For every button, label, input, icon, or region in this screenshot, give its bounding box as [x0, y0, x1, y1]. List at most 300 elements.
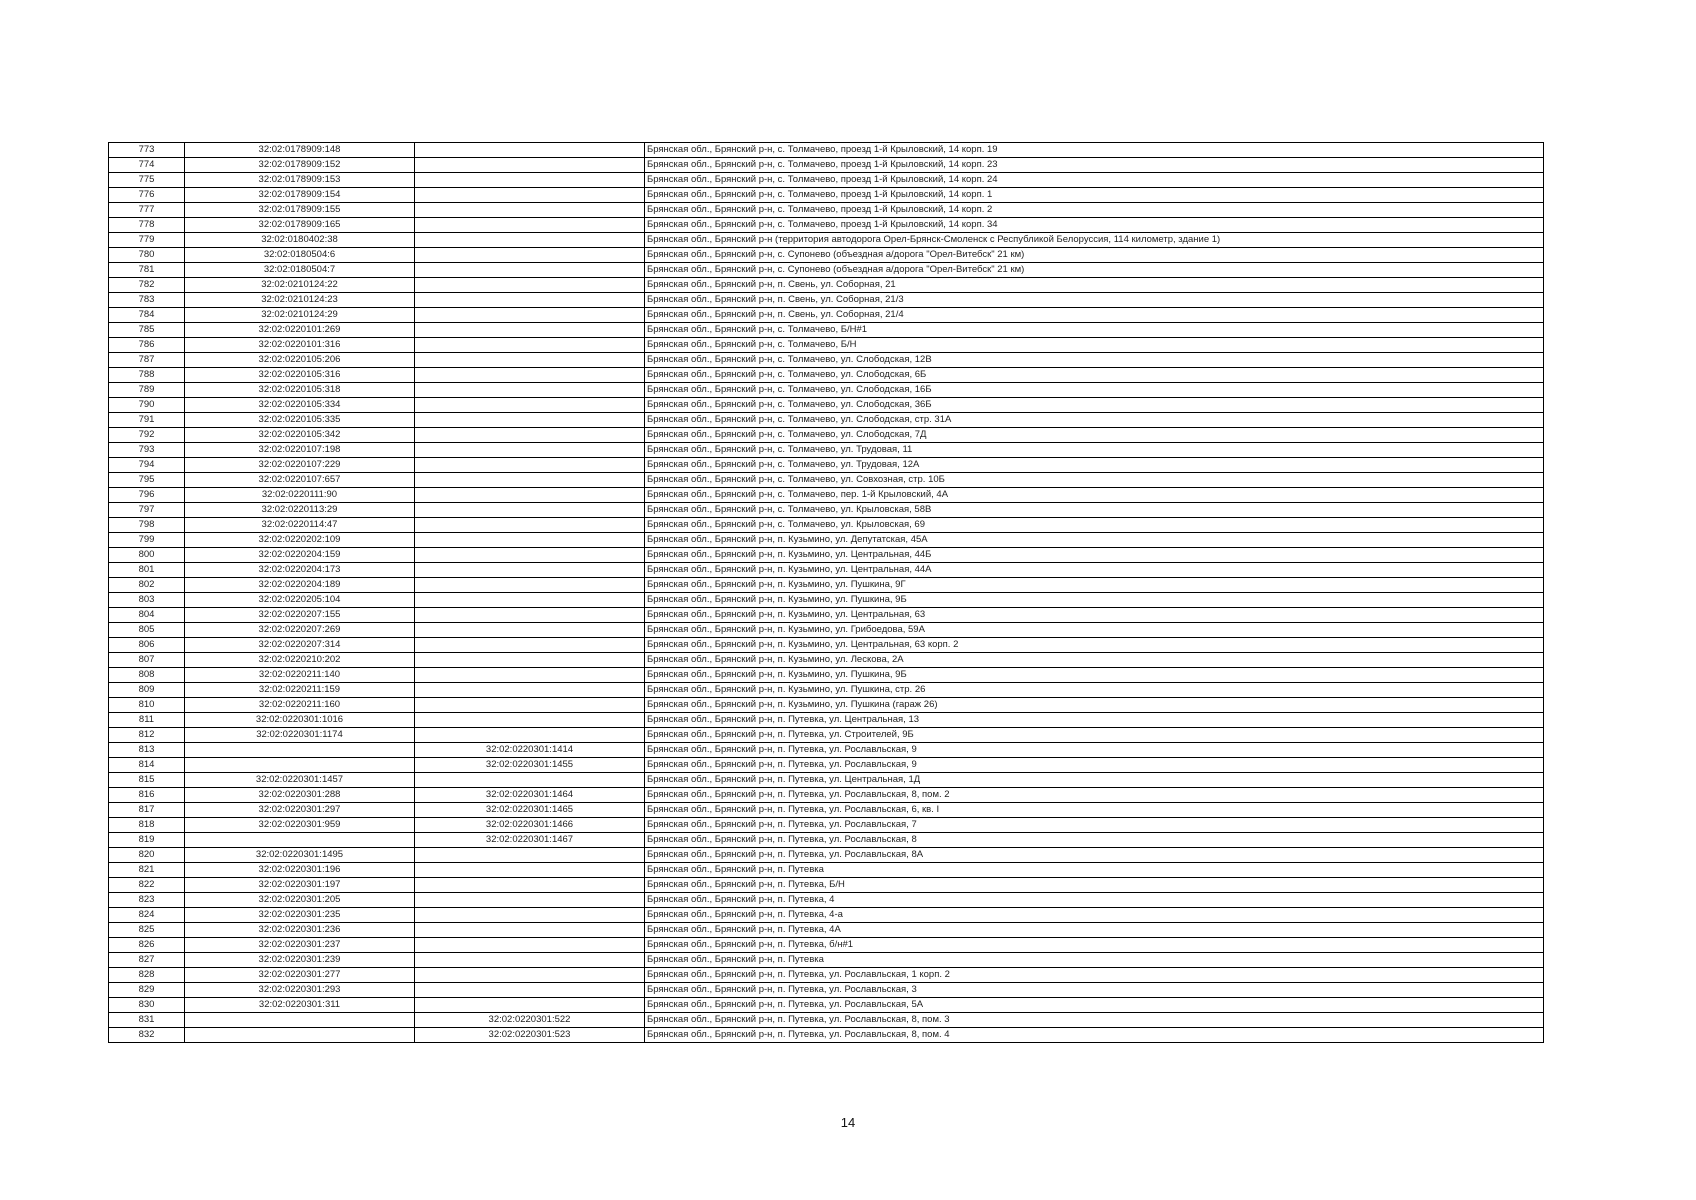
row-number-cell: 818 — [109, 818, 185, 833]
address-cell: Брянская обл., Брянский р-н, с. Толмачево, проезд 1-й Крыловский, 14 корп. 2 — [645, 203, 1544, 218]
table-row — [109, 248, 1544, 263]
related-cadastral-number-cell — [415, 413, 645, 428]
cadastral-number-cell: 32:02:0220301:277 — [185, 968, 415, 983]
related-cadastral-number-cell — [415, 173, 645, 188]
cadastral-number-cell: 32:02:0220301:1495 — [185, 848, 415, 863]
row-number-cell: 774 — [109, 158, 185, 173]
address-cell: Брянская обл., Брянский р-н, п. Путевка — [645, 953, 1544, 968]
related-cadastral-number-cell — [415, 728, 645, 743]
table-row — [109, 143, 1544, 158]
table-row — [109, 458, 1544, 473]
address-cell: Брянская обл., Брянский р-н, п. Путевка, ул. Рославльская, 3 — [645, 983, 1544, 998]
table-row — [109, 1028, 1544, 1043]
address-cell: Брянская обл., Брянский р-н, п. Путевка, ул. Рославльская, 5А — [645, 998, 1544, 1013]
table-row — [109, 788, 1544, 803]
related-cadastral-number-cell — [415, 278, 645, 293]
table-row — [109, 743, 1544, 758]
row-number-cell: 826 — [109, 938, 185, 953]
address-cell: Брянская обл., Брянский р-н, с. Толмачево, проезд 1-й Крыловский, 14 корп. 19 — [645, 143, 1544, 158]
table-row — [109, 398, 1544, 413]
related-cadastral-number-cell — [415, 308, 645, 323]
row-number-cell: 778 — [109, 218, 185, 233]
table-row — [109, 563, 1544, 578]
related-cadastral-number-cell — [415, 638, 645, 653]
row-number-cell: 811 — [109, 713, 185, 728]
row-number-cell: 791 — [109, 413, 185, 428]
cadastral-number-cell: 32:02:0220301:235 — [185, 908, 415, 923]
row-number-cell: 781 — [109, 263, 185, 278]
cadastral-number-cell: 32:02:0220107:229 — [185, 458, 415, 473]
row-number-cell: 775 — [109, 173, 185, 188]
related-cadastral-number-cell — [415, 623, 645, 638]
related-cadastral-number-cell: 32:02:0220301:1464 — [415, 788, 645, 803]
row-number-cell: 782 — [109, 278, 185, 293]
table-row — [109, 293, 1544, 308]
address-cell: Брянская обл., Брянский р-н, с. Толмачево, проезд 1-й Крыловский, 14 корп. 1 — [645, 188, 1544, 203]
table-row — [109, 233, 1544, 248]
row-number-cell: 797 — [109, 503, 185, 518]
related-cadastral-number-cell: 32:02:0220301:1414 — [415, 743, 645, 758]
cadastral-number-cell: 32:02:0220301:236 — [185, 923, 415, 938]
table-row — [109, 413, 1544, 428]
row-number-cell: 828 — [109, 968, 185, 983]
row-number-cell: 806 — [109, 638, 185, 653]
table-row — [109, 1013, 1544, 1028]
table-row — [109, 893, 1544, 908]
table-row — [109, 653, 1544, 668]
cadastral-number-cell: 32:02:0220301:293 — [185, 983, 415, 998]
table-row — [109, 923, 1544, 938]
address-cell: Брянская обл., Брянский р-н, п. Кузьмино, ул. Пушкина, стр. 26 — [645, 683, 1544, 698]
related-cadastral-number-cell — [415, 713, 645, 728]
table-row — [109, 323, 1544, 338]
address-cell: Брянская обл., Брянский р-н, с. Толмачево, ул. Слободская, 6Б — [645, 368, 1544, 383]
address-cell: Брянская обл., Брянский р-н, с. Толмачево, проезд 1-й Крыловский, 14 корп. 34 — [645, 218, 1544, 233]
related-cadastral-number-cell — [415, 458, 645, 473]
row-number-cell: 777 — [109, 203, 185, 218]
address-cell: Брянская обл., Брянский р-н, п. Кузьмино, ул. Центральная, 63 — [645, 608, 1544, 623]
related-cadastral-number-cell — [415, 938, 645, 953]
cadastral-number-cell: 32:02:0178909:148 — [185, 143, 415, 158]
cadastral-number-cell: 32:02:0220301:297 — [185, 803, 415, 818]
table-row — [109, 488, 1544, 503]
cadastral-number-cell — [185, 833, 415, 848]
cadastral-number-cell: 32:02:0180402:38 — [185, 233, 415, 248]
row-number-cell: 812 — [109, 728, 185, 743]
related-cadastral-number-cell — [415, 398, 645, 413]
table-row — [109, 848, 1544, 863]
cadastral-number-cell — [185, 1013, 415, 1028]
address-cell: Брянская обл., Брянский р-н, п. Путевка, ул. Рославльская, 8 — [645, 833, 1544, 848]
cadastral-number-cell: 32:02:0220301:288 — [185, 788, 415, 803]
address-cell: Брянская обл., Брянский р-н, с. Толмачево, проезд 1-й Крыловский, 14 корп. 24 — [645, 173, 1544, 188]
cadastral-number-cell: 32:02:0220204:159 — [185, 548, 415, 563]
address-cell: Брянская обл., Брянский р-н, п. Кузьмино, ул. Пушкина, 9Г — [645, 578, 1544, 593]
row-number-cell: 820 — [109, 848, 185, 863]
row-number-cell: 793 — [109, 443, 185, 458]
address-cell: Брянская обл., Брянский р-н, с. Толмачево, Б/Н#1 — [645, 323, 1544, 338]
table-row — [109, 308, 1544, 323]
table-row — [109, 833, 1544, 848]
cadastral-number-cell — [185, 1028, 415, 1043]
related-cadastral-number-cell — [415, 878, 645, 893]
table-row — [109, 623, 1544, 638]
cadastral-number-cell: 32:02:0220301:1457 — [185, 773, 415, 788]
page-number: 14 — [840, 1115, 856, 1130]
row-number-cell: 817 — [109, 803, 185, 818]
related-cadastral-number-cell — [415, 518, 645, 533]
address-cell: Брянская обл., Брянский р-н, п. Путевка, ул. Рославльская, 9 — [645, 743, 1544, 758]
cadastral-number-cell: 32:02:0180504:7 — [185, 263, 415, 278]
cadastral-number-cell — [185, 758, 415, 773]
address-cell: Брянская обл., Брянский р-н, п. Путевка, ул. Рославльская, 9 — [645, 758, 1544, 773]
address-cell: Брянская обл., Брянский р-н, п. Кузьмино, ул. Центральная, 44А — [645, 563, 1544, 578]
row-number-cell: 799 — [109, 533, 185, 548]
table-row — [109, 638, 1544, 653]
row-number-cell: 776 — [109, 188, 185, 203]
cadastral-number-cell: 32:02:0210124:23 — [185, 293, 415, 308]
address-cell: Брянская обл., Брянский р-н, п. Путевка, б/н#1 — [645, 938, 1544, 953]
related-cadastral-number-cell — [415, 908, 645, 923]
table-row — [109, 263, 1544, 278]
related-cadastral-number-cell — [415, 443, 645, 458]
related-cadastral-number-cell: 32:02:0220301:1467 — [415, 833, 645, 848]
table-row — [109, 503, 1544, 518]
cadastral-number-cell: 32:02:0220207:314 — [185, 638, 415, 653]
address-cell: Брянская обл., Брянский р-н, п. Путевка, ул. Рославльская, 8, пом. 4 — [645, 1028, 1544, 1043]
cadastral-number-cell: 32:02:0220107:198 — [185, 443, 415, 458]
table-row — [109, 173, 1544, 188]
row-number-cell: 804 — [109, 608, 185, 623]
table-row — [109, 578, 1544, 593]
cadastral-number-cell: 32:02:0220301:1174 — [185, 728, 415, 743]
cadastral-number-cell: 32:02:0220202:109 — [185, 533, 415, 548]
address-cell: Брянская обл., Брянский р-н, с. Толмачево, ул. Слободская, 16Б — [645, 383, 1544, 398]
table-row — [109, 338, 1544, 353]
table-row — [109, 188, 1544, 203]
address-cell: Брянская обл., Брянский р-н, п. Путевка, ул. Центральная, 13 — [645, 713, 1544, 728]
row-number-cell: 813 — [109, 743, 185, 758]
cadastral-number-cell: 32:02:0220301:959 — [185, 818, 415, 833]
registry-table-body — [109, 143, 1544, 1043]
table-row — [109, 428, 1544, 443]
related-cadastral-number-cell — [415, 653, 645, 668]
row-number-cell: 816 — [109, 788, 185, 803]
cadastral-number-cell: 32:02:0220207:155 — [185, 608, 415, 623]
related-cadastral-number-cell — [415, 953, 645, 968]
table-row — [109, 158, 1544, 173]
related-cadastral-number-cell — [415, 548, 645, 563]
address-cell: Брянская обл., Брянский р-н, с. Толмачево, ул. Слободская, 12В — [645, 353, 1544, 368]
table-row — [109, 878, 1544, 893]
cadastral-number-cell: 32:02:0220113:29 — [185, 503, 415, 518]
table-row — [109, 203, 1544, 218]
cadastral-number-cell: 32:02:0178909:165 — [185, 218, 415, 233]
address-cell: Брянская обл., Брянский р-н, п. Путевка — [645, 863, 1544, 878]
row-number-cell: 823 — [109, 893, 185, 908]
address-cell: Брянская обл., Брянский р-н, с. Толмачево, ул. Трудовая, 11 — [645, 443, 1544, 458]
cadastral-number-cell: 32:02:0210124:22 — [185, 278, 415, 293]
address-cell: Брянская обл., Брянский р-н, п. Кузьмино, ул. Центральная, 63 корп. 2 — [645, 638, 1544, 653]
address-cell: Брянская обл., Брянский р-н, п. Кузьмино, ул. Пушкина, 9Б — [645, 668, 1544, 683]
related-cadastral-number-cell — [415, 863, 645, 878]
related-cadastral-number-cell — [415, 923, 645, 938]
address-cell: Брянская обл., Брянский р-н, с. Толмачево, ул. Крыловская, 58В — [645, 503, 1544, 518]
cadastral-number-cell: 32:02:0220211:159 — [185, 683, 415, 698]
related-cadastral-number-cell — [415, 578, 645, 593]
cadastral-number-cell: 32:02:0220204:189 — [185, 578, 415, 593]
row-number-cell: 825 — [109, 923, 185, 938]
related-cadastral-number-cell — [415, 218, 645, 233]
address-cell: Брянская обл., Брянский р-н, с. Толмачево, ул. Крыловская, 69 — [645, 518, 1544, 533]
table-row — [109, 968, 1544, 983]
cadastral-number-cell: 32:02:0220105:206 — [185, 353, 415, 368]
row-number-cell: 801 — [109, 563, 185, 578]
related-cadastral-number-cell — [415, 893, 645, 908]
row-number-cell: 792 — [109, 428, 185, 443]
row-number-cell: 824 — [109, 908, 185, 923]
address-cell: Брянская обл., Брянский р-н, п. Путевка, ул. Центральная, 1Д — [645, 773, 1544, 788]
related-cadastral-number-cell — [415, 263, 645, 278]
table-row — [109, 728, 1544, 743]
address-cell: Брянская обл., Брянский р-н, п. Свень, ул. Соборная, 21/3 — [645, 293, 1544, 308]
related-cadastral-number-cell — [415, 998, 645, 1013]
related-cadastral-number-cell — [415, 323, 645, 338]
table-row — [109, 773, 1544, 788]
address-cell: Брянская обл., Брянский р-н, п. Путевка, ул. Рославльская, 1 корп. 2 — [645, 968, 1544, 983]
cadastral-number-cell: 32:02:0220301:239 — [185, 953, 415, 968]
address-cell: Брянская обл., Брянский р-н, с. Супонево (объездная а/дорога "Орел-Витебск" 21 км) — [645, 248, 1544, 263]
related-cadastral-number-cell — [415, 353, 645, 368]
related-cadastral-number-cell — [415, 383, 645, 398]
row-number-cell: 803 — [109, 593, 185, 608]
address-cell: Брянская обл., Брянский р-н, п. Кузьмино, ул. Депутатская, 45А — [645, 533, 1544, 548]
table-row — [109, 443, 1544, 458]
table-row — [109, 863, 1544, 878]
related-cadastral-number-cell — [415, 533, 645, 548]
cadastral-number-cell: 32:02:0178909:152 — [185, 158, 415, 173]
cadastral-number-cell: 32:02:0220105:342 — [185, 428, 415, 443]
cadastral-number-cell: 32:02:0220207:269 — [185, 623, 415, 638]
table-row — [109, 608, 1544, 623]
table-row — [109, 818, 1544, 833]
related-cadastral-number-cell: 32:02:0220301:1455 — [415, 758, 645, 773]
related-cadastral-number-cell — [415, 158, 645, 173]
address-cell: Брянская обл., Брянский р-н, с. Толмачево, ул. Слободская, стр. 31А — [645, 413, 1544, 428]
cadastral-number-cell: 32:02:0220105:318 — [185, 383, 415, 398]
row-number-cell: 809 — [109, 683, 185, 698]
cadastral-number-cell: 32:02:0210124:29 — [185, 308, 415, 323]
address-cell: Брянская обл., Брянский р-н, п. Кузьмино, ул. Грибоедова, 59А — [645, 623, 1544, 638]
row-number-cell: 810 — [109, 698, 185, 713]
table-row — [109, 383, 1544, 398]
address-cell: Брянская обл., Брянский р-н, п. Путевка, ул. Рославльская, 6, кв. I — [645, 803, 1544, 818]
related-cadastral-number-cell: 32:02:0220301:1465 — [415, 803, 645, 818]
table-row — [109, 353, 1544, 368]
cadastral-number-cell: 32:02:0220301:205 — [185, 893, 415, 908]
related-cadastral-number-cell — [415, 188, 645, 203]
cadastral-number-cell: 32:02:0220211:140 — [185, 668, 415, 683]
table-row — [109, 518, 1544, 533]
table-row — [109, 533, 1544, 548]
row-number-cell: 787 — [109, 353, 185, 368]
address-cell: Брянская обл., Брянский р-н, с. Толмачево, ул. Совхозная, стр. 10Б — [645, 473, 1544, 488]
related-cadastral-number-cell: 32:02:0220301:1466 — [415, 818, 645, 833]
row-number-cell: 830 — [109, 998, 185, 1013]
address-cell: Брянская обл., Брянский р-н, п. Путевка, 4-а — [645, 908, 1544, 923]
related-cadastral-number-cell — [415, 668, 645, 683]
cadastral-number-cell: 32:02:0220107:657 — [185, 473, 415, 488]
related-cadastral-number-cell — [415, 488, 645, 503]
row-number-cell: 819 — [109, 833, 185, 848]
row-number-cell: 827 — [109, 953, 185, 968]
address-cell: Брянская обл., Брянский р-н, п. Свень, ул. Соборная, 21 — [645, 278, 1544, 293]
address-cell: Брянская обл., Брянский р-н, п. Путевка, 4А — [645, 923, 1544, 938]
table-row — [109, 548, 1544, 563]
cadastral-number-cell: 32:02:0220211:160 — [185, 698, 415, 713]
address-cell: Брянская обл., Брянский р-н, п. Кузьмино, ул. Пушкина, 9Б — [645, 593, 1544, 608]
table-row — [109, 758, 1544, 773]
cadastral-number-cell: 32:02:0220301:197 — [185, 878, 415, 893]
related-cadastral-number-cell — [415, 473, 645, 488]
address-cell: Брянская обл., Брянский р-н, с. Супонево (объездная а/дорога "Орел-Витебск" 21 км) — [645, 263, 1544, 278]
row-number-cell: 789 — [109, 383, 185, 398]
related-cadastral-number-cell — [415, 563, 645, 578]
table-row — [109, 953, 1544, 968]
address-cell: Брянская обл., Брянский р-н, п. Путевка, ул. Рославльская, 7 — [645, 818, 1544, 833]
cadastral-number-cell: 32:02:0178909:154 — [185, 188, 415, 203]
related-cadastral-number-cell — [415, 968, 645, 983]
row-number-cell: 814 — [109, 758, 185, 773]
address-cell: Брянская обл., Брянский р-н, п. Путевка, 4 — [645, 893, 1544, 908]
row-number-cell: 822 — [109, 878, 185, 893]
related-cadastral-number-cell — [415, 143, 645, 158]
address-cell: Брянская обл., Брянский р-н (территория автодорога Орел-Брянск-Смоленск с Республикой Белоруссия, 114 километр, здание 1) — [645, 233, 1544, 248]
row-number-cell: 794 — [109, 458, 185, 473]
cadastral-number-cell: 32:02:0220205:104 — [185, 593, 415, 608]
cadastral-number-cell: 32:02:0220114:47 — [185, 518, 415, 533]
row-number-cell: 815 — [109, 773, 185, 788]
table-row — [109, 368, 1544, 383]
related-cadastral-number-cell — [415, 698, 645, 713]
table-row — [109, 218, 1544, 233]
row-number-cell: 821 — [109, 863, 185, 878]
related-cadastral-number-cell: 32:02:0220301:522 — [415, 1013, 645, 1028]
table-row — [109, 998, 1544, 1013]
table-row — [109, 278, 1544, 293]
row-number-cell: 780 — [109, 248, 185, 263]
row-number-cell: 795 — [109, 473, 185, 488]
address-cell: Брянская обл., Брянский р-н, с. Толмачево, ул. Слободская, 7Д — [645, 428, 1544, 443]
related-cadastral-number-cell — [415, 203, 645, 218]
related-cadastral-number-cell — [415, 428, 645, 443]
related-cadastral-number-cell — [415, 248, 645, 263]
row-number-cell: 829 — [109, 983, 185, 998]
row-number-cell: 831 — [109, 1013, 185, 1028]
cadastral-number-cell: 32:02:0178909:153 — [185, 173, 415, 188]
cadastral-number-cell: 32:02:0220105:334 — [185, 398, 415, 413]
cadastral-number-cell: 32:02:0220111:90 — [185, 488, 415, 503]
address-cell: Брянская обл., Брянский р-н, п. Кузьмино, ул. Центральная, 44Б — [645, 548, 1544, 563]
row-number-cell: 790 — [109, 398, 185, 413]
cadastral-number-cell: 32:02:0220105:316 — [185, 368, 415, 383]
cadastral-number-cell: 32:02:0220101:316 — [185, 338, 415, 353]
cadastral-number-cell — [185, 743, 415, 758]
row-number-cell: 805 — [109, 623, 185, 638]
table-row — [109, 698, 1544, 713]
row-number-cell: 784 — [109, 308, 185, 323]
address-cell: Брянская обл., Брянский р-н, с. Толмачево, пер. 1-й Крыловский, 4А — [645, 488, 1544, 503]
table-row — [109, 473, 1544, 488]
address-cell: Брянская обл., Брянский р-н, п. Путевка, ул. Рославльская, 8, пом. 2 — [645, 788, 1544, 803]
address-cell: Брянская обл., Брянский р-н, п. Путевка, ул. Рославльская, 8, пом. 3 — [645, 1013, 1544, 1028]
address-cell: Брянская обл., Брянский р-н, с. Толмачево, ул. Слободская, 36Б — [645, 398, 1544, 413]
row-number-cell: 800 — [109, 548, 185, 563]
address-cell: Брянская обл., Брянский р-н, п. Свень, ул. Соборная, 21/4 — [645, 308, 1544, 323]
row-number-cell: 786 — [109, 338, 185, 353]
table-row — [109, 713, 1544, 728]
row-number-cell: 773 — [109, 143, 185, 158]
table-row — [109, 983, 1544, 998]
address-cell: Брянская обл., Брянский р-н, п. Путевка, ул. Рославльская, 8А — [645, 848, 1544, 863]
address-cell: Брянская обл., Брянский р-н, п. Кузьмино, ул. Лескова, 2А — [645, 653, 1544, 668]
row-number-cell: 779 — [109, 233, 185, 248]
address-cell: Брянская обл., Брянский р-н, п. Путевка, Б/Н — [645, 878, 1544, 893]
related-cadastral-number-cell — [415, 683, 645, 698]
related-cadastral-number-cell — [415, 233, 645, 248]
row-number-cell: 832 — [109, 1028, 185, 1043]
cadastral-number-cell: 32:02:0220101:269 — [185, 323, 415, 338]
table-row — [109, 668, 1544, 683]
address-cell: Брянская обл., Брянский р-н, с. Толмачево, Б/Н — [645, 338, 1544, 353]
cadastral-number-cell: 32:02:0220105:335 — [185, 413, 415, 428]
cadastral-number-cell: 32:02:0220301:237 — [185, 938, 415, 953]
row-number-cell: 785 — [109, 323, 185, 338]
row-number-cell: 788 — [109, 368, 185, 383]
cadastral-number-cell: 32:02:0220301:196 — [185, 863, 415, 878]
address-cell: Брянская обл., Брянский р-н, п. Путевка, ул. Строителей, 9Б — [645, 728, 1544, 743]
table-row — [109, 683, 1544, 698]
cadastral-number-cell: 32:02:0180504:6 — [185, 248, 415, 263]
row-number-cell: 783 — [109, 293, 185, 308]
cadastral-number-cell: 32:02:0220204:173 — [185, 563, 415, 578]
related-cadastral-number-cell — [415, 608, 645, 623]
related-cadastral-number-cell — [415, 593, 645, 608]
table-row — [109, 938, 1544, 953]
related-cadastral-number-cell — [415, 338, 645, 353]
row-number-cell: 798 — [109, 518, 185, 533]
cadastral-number-cell: 32:02:0220301:311 — [185, 998, 415, 1013]
cadastral-number-cell: 32:02:0178909:155 — [185, 203, 415, 218]
related-cadastral-number-cell — [415, 503, 645, 518]
table-row — [109, 803, 1544, 818]
related-cadastral-number-cell: 32:02:0220301:523 — [415, 1028, 645, 1043]
cadastral-number-cell: 32:02:0220301:1016 — [185, 713, 415, 728]
related-cadastral-number-cell — [415, 983, 645, 998]
related-cadastral-number-cell — [415, 293, 645, 308]
address-cell: Брянская обл., Брянский р-н, с. Толмачево, ул. Трудовая, 12А — [645, 458, 1544, 473]
table-row — [109, 908, 1544, 923]
row-number-cell: 796 — [109, 488, 185, 503]
address-cell: Брянская обл., Брянский р-н, с. Толмачево, проезд 1-й Крыловский, 14 корп. 23 — [645, 158, 1544, 173]
related-cadastral-number-cell — [415, 368, 645, 383]
row-number-cell: 807 — [109, 653, 185, 668]
related-cadastral-number-cell — [415, 848, 645, 863]
related-cadastral-number-cell — [415, 773, 645, 788]
cadastral-number-cell: 32:02:0220210:202 — [185, 653, 415, 668]
row-number-cell: 802 — [109, 578, 185, 593]
address-cell: Брянская обл., Брянский р-н, п. Кузьмино, ул. Пушкина (гараж 26) — [645, 698, 1544, 713]
